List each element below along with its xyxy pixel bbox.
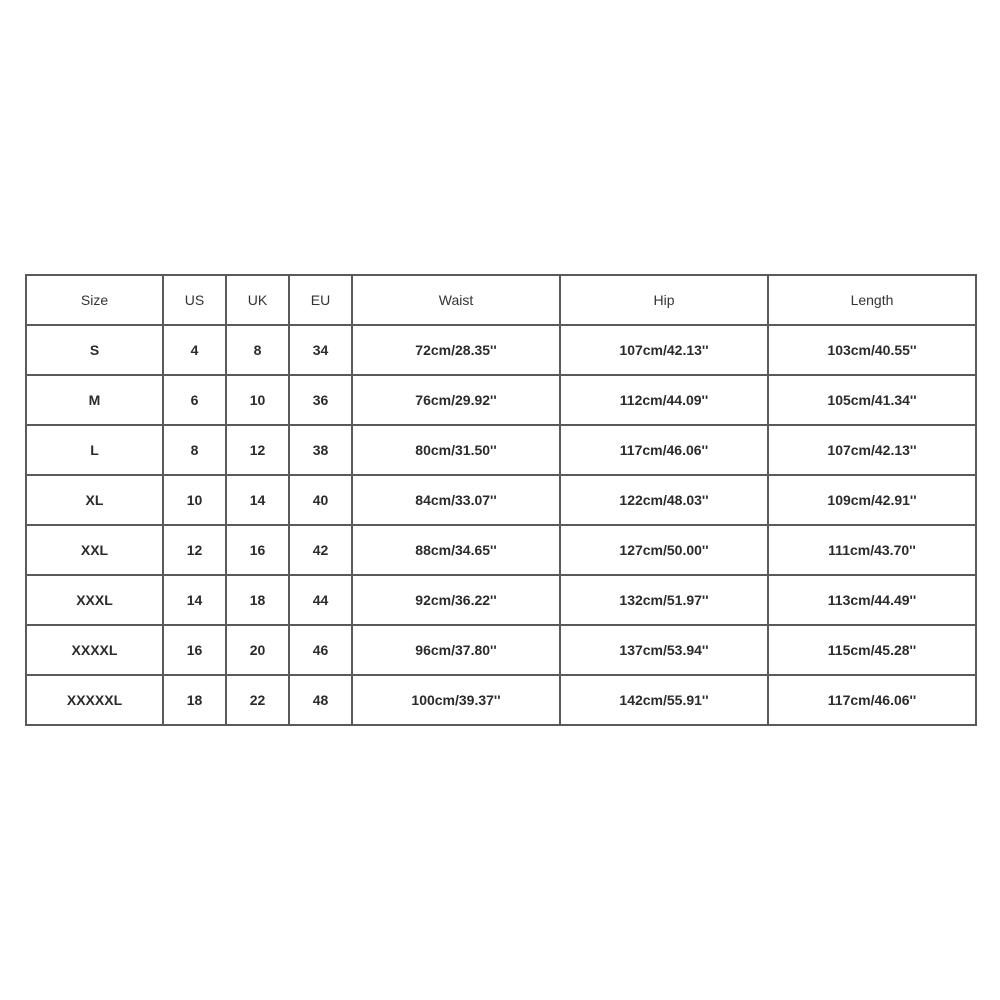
cell-length: 107cm/42.13''	[768, 425, 976, 475]
cell-hip: 112cm/44.09''	[560, 375, 768, 425]
table-row	[26, 425, 976, 475]
cell-hip: 137cm/53.94''	[560, 625, 768, 675]
cell-hip: 142cm/55.91''	[560, 675, 768, 725]
cell-uk: 10	[226, 375, 289, 425]
cell-length: 105cm/41.34''	[768, 375, 976, 425]
cell-us: 8	[163, 425, 226, 475]
cell-length: 113cm/44.49''	[768, 575, 976, 625]
cell-uk: 20	[226, 625, 289, 675]
cell-eu: 48	[289, 675, 352, 725]
table-row	[26, 325, 976, 375]
cell-waist: 88cm/34.65''	[352, 525, 560, 575]
cell-size: S	[26, 325, 163, 375]
cell-waist: 100cm/39.37''	[352, 675, 560, 725]
cell-waist: 80cm/31.50''	[352, 425, 560, 475]
cell-size: XXL	[26, 525, 163, 575]
cell-waist: 84cm/33.07''	[352, 475, 560, 525]
header-us: US	[163, 275, 226, 325]
cell-eu: 34	[289, 325, 352, 375]
cell-eu: 46	[289, 625, 352, 675]
cell-us: 4	[163, 325, 226, 375]
cell-waist: 96cm/37.80''	[352, 625, 560, 675]
table-row	[26, 675, 976, 725]
cell-hip: 107cm/42.13''	[560, 325, 768, 375]
cell-size: XXXXL	[26, 625, 163, 675]
header-length: Length	[768, 275, 976, 325]
cell-waist: 76cm/29.92''	[352, 375, 560, 425]
cell-waist: 92cm/36.22''	[352, 575, 560, 625]
cell-us: 12	[163, 525, 226, 575]
cell-size: XL	[26, 475, 163, 525]
cell-size: XXXXXL	[26, 675, 163, 725]
cell-uk: 18	[226, 575, 289, 625]
header-uk: UK	[226, 275, 289, 325]
cell-eu: 36	[289, 375, 352, 425]
cell-hip: 127cm/50.00''	[560, 525, 768, 575]
cell-uk: 14	[226, 475, 289, 525]
cell-size: M	[26, 375, 163, 425]
cell-hip: 122cm/48.03''	[560, 475, 768, 525]
cell-eu: 38	[289, 425, 352, 475]
table-row	[26, 375, 976, 425]
cell-us: 18	[163, 675, 226, 725]
cell-us: 14	[163, 575, 226, 625]
cell-size: XXXL	[26, 575, 163, 625]
cell-hip: 132cm/51.97''	[560, 575, 768, 625]
cell-length: 103cm/40.55''	[768, 325, 976, 375]
cell-eu: 42	[289, 525, 352, 575]
header-waist: Waist	[352, 275, 560, 325]
cell-uk: 8	[226, 325, 289, 375]
table-row	[26, 475, 976, 525]
cell-uk: 22	[226, 675, 289, 725]
table-header-row	[26, 275, 976, 325]
table-row	[26, 625, 976, 675]
cell-us: 10	[163, 475, 226, 525]
header-size: Size	[26, 275, 163, 325]
cell-us: 6	[163, 375, 226, 425]
cell-eu: 44	[289, 575, 352, 625]
cell-hip: 117cm/46.06''	[560, 425, 768, 475]
header-eu: EU	[289, 275, 352, 325]
cell-waist: 72cm/28.35''	[352, 325, 560, 375]
cell-size: L	[26, 425, 163, 475]
table-row	[26, 525, 976, 575]
cell-length: 111cm/43.70''	[768, 525, 976, 575]
cell-length: 115cm/45.28''	[768, 625, 976, 675]
cell-eu: 40	[289, 475, 352, 525]
cell-us: 16	[163, 625, 226, 675]
cell-length: 109cm/42.91''	[768, 475, 976, 525]
cell-length: 117cm/46.06''	[768, 675, 976, 725]
table-row	[26, 575, 976, 625]
size-chart-table	[25, 274, 977, 726]
cell-uk: 16	[226, 525, 289, 575]
header-hip: Hip	[560, 275, 768, 325]
cell-uk: 12	[226, 425, 289, 475]
